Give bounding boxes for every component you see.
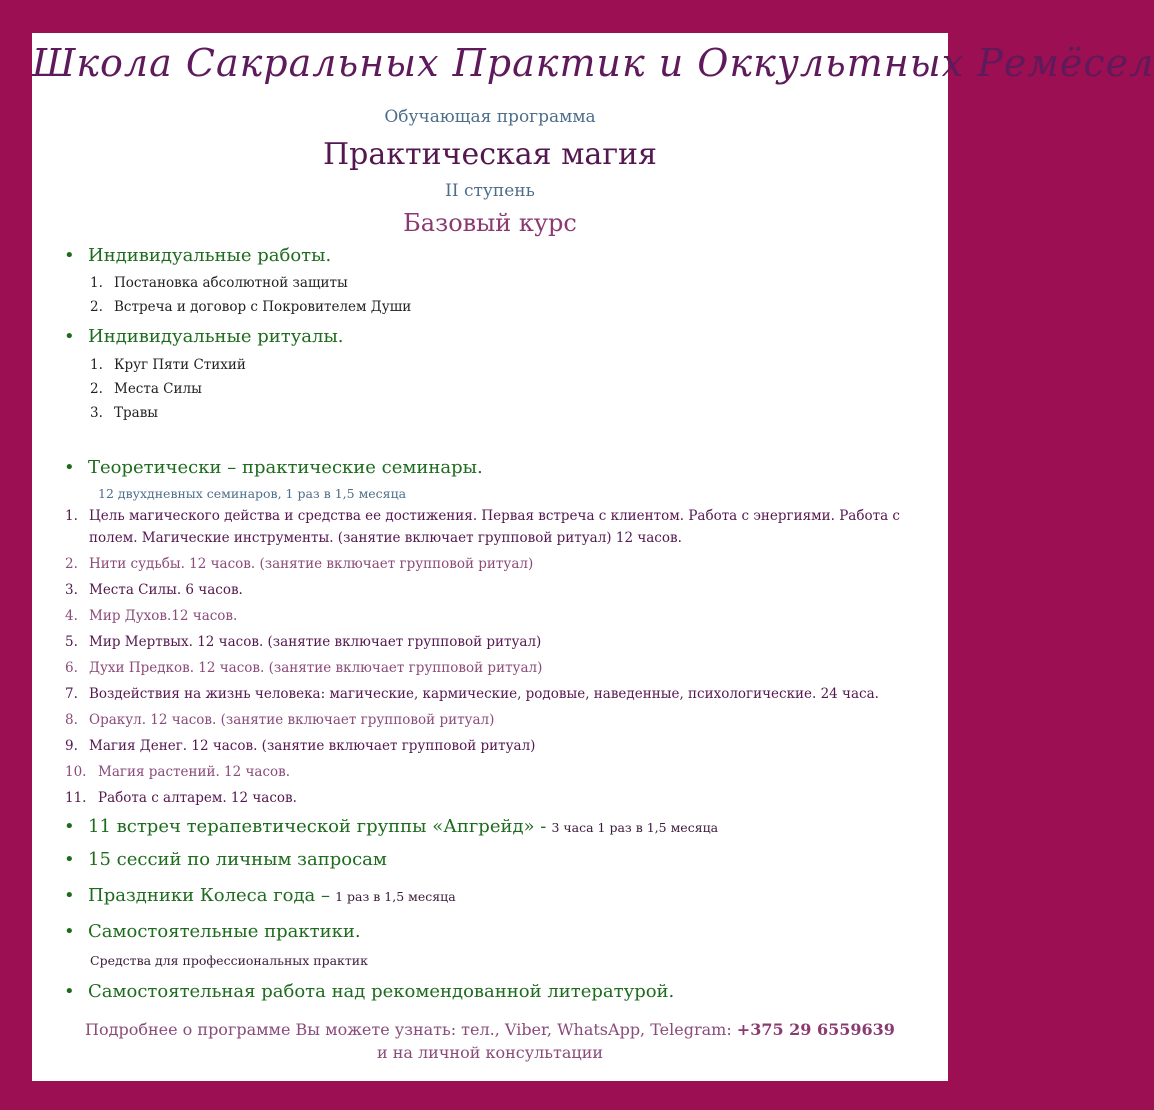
bullet-icon: • [64, 457, 75, 478]
seminar-item: Магия Денег. 12 часов. (занятие включает групповой ритуал) [89, 738, 536, 754]
section-therapy-group-note: 3 часа 1 раз в 1,5 месяца [551, 820, 719, 835]
stage-label: II ступень [445, 181, 535, 201]
list-number: 5. [65, 634, 78, 650]
list-number: 1. [65, 508, 78, 524]
seminars-note: 12 двухдневных семинаров, 1 раз в 1,5 месяца [98, 486, 407, 501]
section-individual-rituals-title: Индивидуальные ритуалы. [88, 326, 344, 347]
list-number: 2. [90, 299, 103, 315]
list-number: 10. [65, 764, 87, 780]
bullet-icon: • [64, 921, 75, 942]
section-personal-sessions-title: 15 сессий по личным запросам [88, 849, 387, 870]
section-wheel-holidays-note: 1 раз в 1,5 месяца [335, 889, 456, 904]
document-page [32, 33, 1154, 1081]
seminar-item-continued: полем. Магические инструменты. (занятие включает групповой ритуал) 12 часов. [89, 530, 682, 546]
section-self-practices-note: Средства для профессиональных практик [90, 953, 368, 968]
seminar-item: Места Силы. 6 часов. [89, 582, 243, 598]
section-wheel-holidays [88, 885, 456, 906]
list-number: 3. [65, 582, 78, 598]
list-number: 4. [65, 608, 78, 624]
bullet-icon: • [64, 245, 75, 266]
seminar-item: Мир Духов.12 часов. [89, 608, 238, 624]
section-therapy-group-title: 11 встреч терапевтической группы «Апгрейд» - [88, 816, 547, 837]
section-self-practices-title: Самостоятельные практики. [88, 921, 361, 942]
seminar-item: Нити судьбы. 12 часов. (занятие включает групповой ритуал) [89, 556, 534, 572]
course-title: Практическая магия [323, 137, 657, 172]
list-number: 2. [90, 381, 103, 397]
phone-number[interactable]: +375 29 6559639 [736, 1020, 895, 1039]
footer-consultation: и на личной консультации [376, 1043, 604, 1062]
school-title: Школа Сакральных Практик и Оккультных Ремёсел [32, 41, 1154, 85]
course-type: Базовый курс [403, 209, 577, 237]
footer-contact-text: Подробнее о программе Вы можете узнать: тел., Viber, WhatsApp, Telegram: [85, 1020, 732, 1039]
bullet-icon: • [64, 816, 75, 837]
list-number: 11. [65, 790, 87, 806]
list-number: 8. [65, 712, 78, 728]
bullet-icon: • [64, 885, 75, 906]
list-number: 1. [90, 357, 103, 373]
list-item: Круг Пяти Стихий [114, 357, 246, 373]
seminar-item: Работа с алтарем. 12 часов. [98, 790, 297, 806]
list-number: 2. [65, 556, 78, 572]
seminar-item: Воздействия на жизнь человека: магические, кармические, родовые, наведенные, психологические. 24 часа. [89, 686, 879, 702]
section-literature-title: Самостоятельная работа над рекомендованной литературой. [88, 981, 675, 1002]
list-item: Встреча и договор с Покровителем Души [114, 299, 412, 315]
seminar-item: Магия растений. 12 часов. [98, 764, 291, 780]
seminar-item: Духи Предков. 12 часов. (занятие включает групповой ритуал) [89, 660, 543, 676]
section-wheel-holidays-title: Праздники Колеса года – [88, 885, 331, 906]
seminar-item: Оракул. 12 часов. (занятие включает групповой ритуал) [89, 712, 495, 728]
section-seminars-title: Теоретически – практические семинары. [88, 457, 483, 478]
list-item: Постановка абсолютной защиты [114, 275, 348, 291]
list-number: 3. [90, 405, 103, 421]
section-therapy-group [88, 816, 718, 837]
list-number: 9. [65, 738, 78, 754]
list-number: 7. [65, 686, 78, 702]
bullet-icon: • [64, 326, 75, 347]
bullet-icon: • [64, 981, 75, 1002]
bullet-icon: • [64, 849, 75, 870]
seminar-item: Цель магического действа и средства ее достижения. Первая встреча с клиентом. Работа с энергиями. Работа с [89, 508, 900, 524]
seminar-item: Мир Мертвых. 12 часов. (занятие включает групповой ритуал) [89, 634, 542, 650]
list-number: 6. [65, 660, 78, 676]
list-number: 1. [90, 275, 103, 291]
footer-contact [32, 1020, 948, 1039]
section-individual-works-title: Индивидуальные работы. [88, 245, 332, 266]
list-item: Травы [114, 405, 159, 421]
list-item: Места Силы [114, 381, 202, 397]
program-label: Обучающая программа [384, 107, 596, 127]
